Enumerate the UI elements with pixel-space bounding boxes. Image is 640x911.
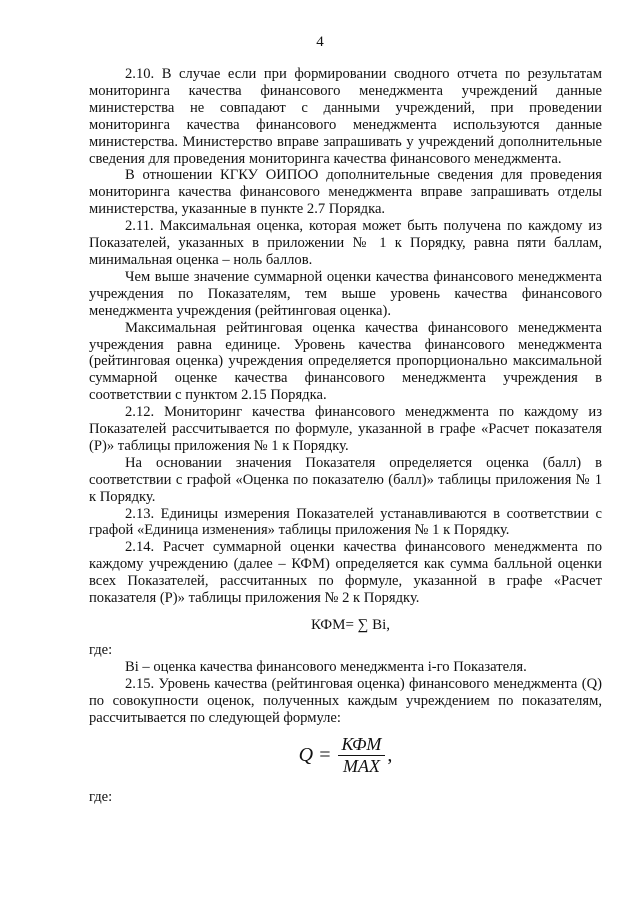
paragraph-2-10: 2.10. В случае если при формировании сводного отчета по результатам мониторинга качества финансового менеджмента учреждений данные министерства не совпадают с данными учреждений, при проведении мониторинга качества финансового менеджмента используются данные министерства. Министерство вправе запрашивать у учреждений дополнительные сведения для проведения мониторинга качества финансового менеджмента. — [89, 66, 602, 167]
paragraph-kgku: В отношении КГКУ ОИПОО дополнительные сведения для проведения мониторинга качества финансового менеджмента вправе запрашивать отделы министерства, указанные в пункте 2.7 Порядка. — [89, 167, 602, 218]
formula-q-numerator: КФМ — [338, 736, 386, 756]
formula-q-fraction — [338, 736, 386, 775]
paragraph-2-11: 2.11. Максимальная оценка, которая может быть получена по каждому из Показателей, указанных в приложении № 1 к Порядку, равна пяти баллам, минимальная оценка – ноль баллов. — [89, 218, 602, 268]
page-number: 4 — [316, 34, 324, 50]
bi-definition: Bi – оценка качества финансового менеджмента i-го Показателя. — [125, 658, 527, 675]
paragraph-2-12: 2.12. Мониторинг качества финансового менеджмента по каждому из Показателей рассчитывается по формуле, указанной в графе «Расчет показателя (Р)» таблицы приложения № 1 к Порядку. — [89, 404, 602, 454]
where-label-1: где: — [89, 641, 113, 658]
document-body — [89, 66, 602, 806]
formula-q-comma: , — [387, 744, 393, 767]
paragraph-2-13: 2.13. Единицы измерения Показателей устанавливаются в соответствии с графой «Единица изменения» таблицы приложения № 1 к Порядку. — [89, 505, 602, 539]
paragraph-2-15: 2.15. Уровень качества (рейтинговая оценка) финансового менеджмента (Q) по совокупности оценок, полученных каждым учреждением по показателям, рассчитывается по следующей формуле: — [89, 675, 602, 726]
paragraph-2-14: 2.14. Расчет суммарной оценки качества финансового менеджмента по каждому учреждению (далее – КФМ) определяется как сумма балльной оценки всех Показателей, рассчитанных по формуле, указанной в графе «Расчет показателя (Р)» таблицы приложения № 2 к Порядку. — [89, 539, 602, 607]
paragraph-indicator-score: На основании значения Показателя определяется оценка (балл) в соответствии с графой «Оценка по показателю (балл)» таблицы приложения № 1 к Порядку. — [89, 454, 602, 505]
formula-q — [89, 736, 602, 775]
formula-q-denominator: MAX — [342, 756, 380, 777]
paragraph-higher-score: Чем выше значение суммарной оценки качества финансового менеджмента учреждения по Показателям, тем выше уровень качества финансового менеджмента учреждения (рейтинговая оценка). — [89, 268, 602, 319]
paragraph-max-rating: Максимальная рейтинговая оценка качества финансового менеджмента учреждения равна единице. Уровень качества финансового менеджмента (рейтинговая оценка) учреждения определяется пропорционально максимальной суммарной оценке качества финансового менеджмента учреждения в соответствии с пунктом 2.15 Порядка. — [89, 319, 602, 404]
formula-q-lhs: Q = — [298, 744, 332, 767]
where-label-2: где: — [89, 789, 113, 806]
formula-kfm: КФМ= ∑ Bi, — [310, 617, 391, 633]
